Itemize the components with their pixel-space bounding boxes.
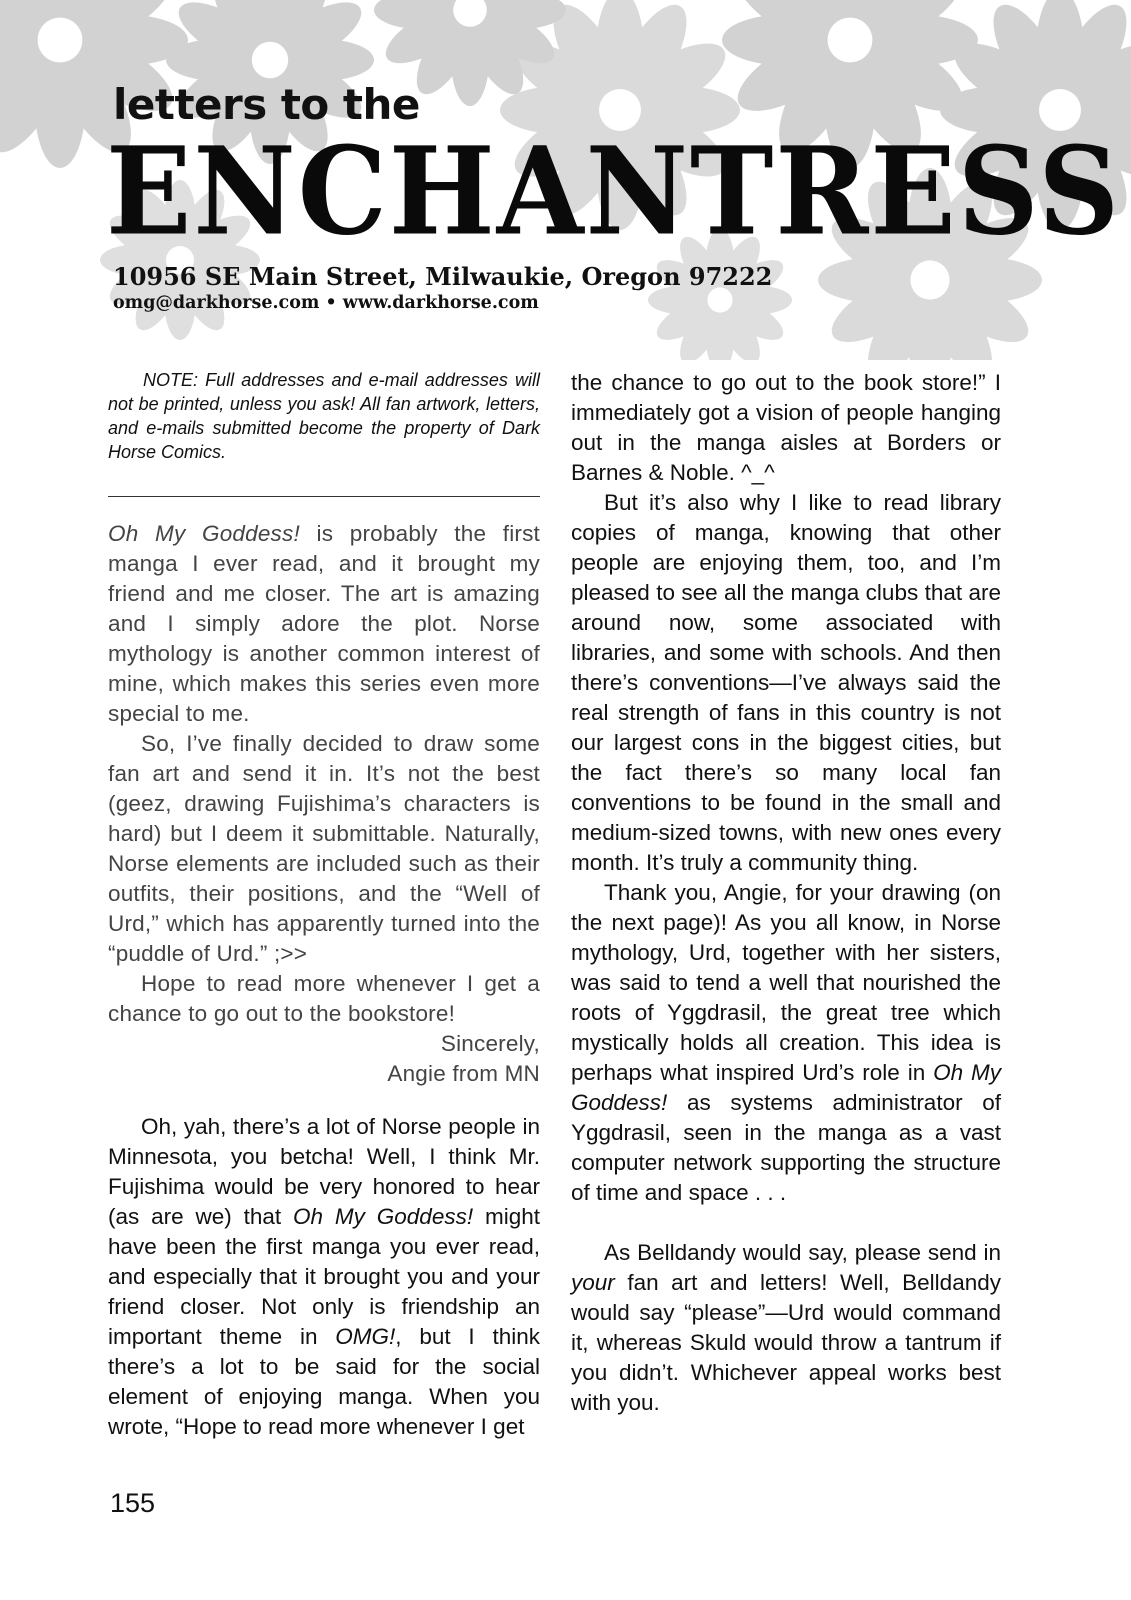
divider (108, 496, 540, 497)
header-title: ENCHANTRESS (106, 121, 1122, 263)
email-link[interactable]: omg@darkhorse.com (113, 293, 320, 313)
contact-line (113, 293, 539, 313)
response-paragraph: the chance to go out to the book store!” I immediately got a vision of people hanging out in the manga aisles at Borders or Barnes & Noble. ^_^ (571, 370, 1001, 485)
response-paragraph: Thank you, Angie, for your drawing (on the next page)! As you all know, in Norse mythology, Urd, together with her sisters, was said to tend a well that nourished the roots of Yggdrasil, the great tree which mystically holds all creation. This idea is perhaps what inspired Urd’s role in Oh My Goddess! as systems administrator of Yggdrasil, seen in the manga as a vast computer network supporting the structure of time and space . . . (571, 880, 1002, 1205)
response-paragraph: Oh, yah, there’s a lot of Norse people in Minnesota, you betcha! Well, I think Mr. Fujishima would be very honored to hear (as are we) that Oh My Goddess! might have been the first manga you ever read, and especially that it brought you and your friend closer. Not only is friendship an important theme in OMG!, but I think there’s a lot to be said for the social element of enjoying manga. When you wrote, “Hope to read more whenever I get (108, 1114, 540, 1439)
page-number: 155 (110, 1488, 156, 1518)
fan-letter-paragraph: So, I’ve finally decided to draw some fan art and send it in. It’s not the best (geez, drawing Fujishima’s characters is hard) but I deem it submittable. Naturally, Norse elements are included such as their outfits, their positions, and the “Well of Urd,” which has apparently turned into the “puddle of Urd.” ;>> (108, 731, 540, 966)
fan-letter-paragraph: Oh My Goddess! is probably the first manga I ever read, and it brought my friend and me closer. The art is amazing and I simply adore the plot. Norse mythology is another common interest of mine, which makes this series even more special to me. (108, 521, 540, 726)
submission-note: NOTE: Full addresses and e-mail addresses will not be printed, unless you ask! All fan artwork, letters, and e-mails submitted become the property of Dark Horse Comics. (108, 370, 540, 462)
website-link[interactable]: www.darkhorse.com (342, 293, 539, 313)
closing: Sincerely, (440, 1031, 540, 1056)
fan-letter (108, 519, 540, 1089)
separator: • (325, 293, 337, 313)
response-paragraph: But it’s also why I like to read library copies of manga, knowing that other people are enjoying them, too, and I’m pleased to see all the manga clubs that are around now, some associated with libraries, and some with schools. And then there’s conventions—I’ve always said the real strength of fans in this country is not our largest cons in the biggest cities, but the fact there’s so many local fan conventions to be found in the small and medium-sized towns, with new ones every month. It’s truly a community thing. (571, 490, 1001, 875)
editor-response-continued (571, 368, 1001, 1418)
fan-letter-paragraph: Hope to read more whenever I get a chance to go out to the bookstore! (108, 971, 540, 1026)
editor-response (108, 1112, 540, 1442)
right-column (571, 368, 1001, 1418)
response-paragraph: As Belldandy would say, please send in your fan art and letters! Well, Belldandy would say “please”—Urd would command it, whereas Skuld would throw a tantrum if you didn’t. Whichever appeal works best with you. (571, 1240, 1001, 1415)
header-subtitle: letters to the (113, 80, 420, 129)
mailing-address: 10956 SE Main Street, Milwaukie, Oregon 97222 (113, 262, 773, 291)
signature: Angie from MN (387, 1061, 540, 1086)
left-column (108, 368, 540, 1442)
